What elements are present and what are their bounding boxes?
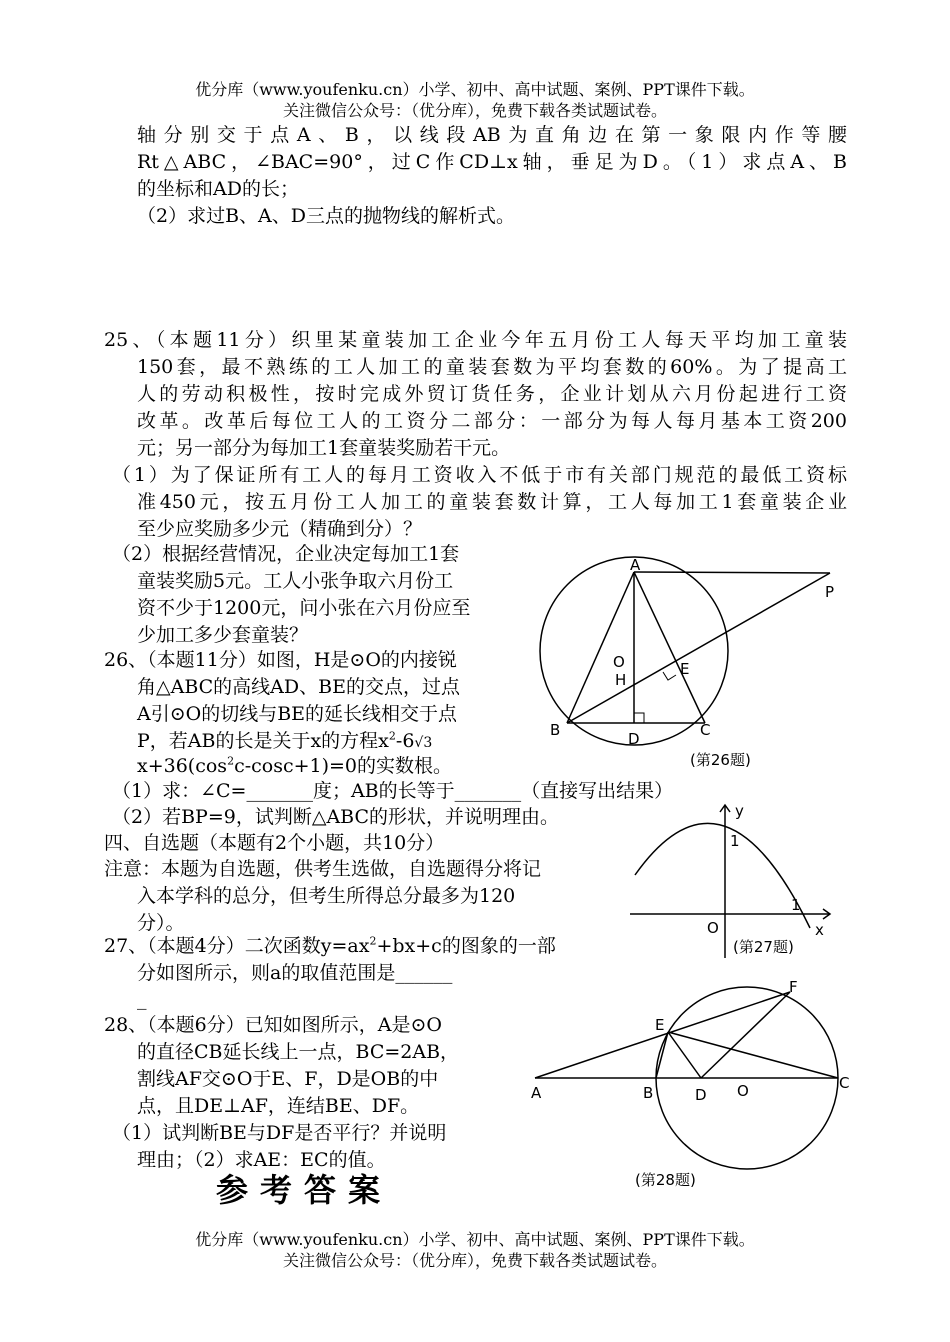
- q26-line-4b: -6: [395, 730, 415, 752]
- fig26-label-h: H: [615, 671, 627, 689]
- q26-part1: （1）求：∠C=_______度；AB的长等于_______（直接写出结果）: [112, 780, 674, 802]
- q25-part2-line-3: 资不少于1200元，问小张在六月份应至: [137, 597, 471, 619]
- q24-line-2: Rt△ABC，∠BAC=90°，过C作CD⊥x轴，垂足为D。（1）求点A、B: [137, 151, 847, 173]
- fig28-line-df: [701, 992, 790, 1078]
- section-4-note-1: 注意：本题为自选题，供考生选做，自选题得分将记: [104, 858, 542, 880]
- fig26-label-b: B: [550, 721, 561, 739]
- q25-line-3: 人的劳动积极性，按时完成外贸订货任务，企业计划从六月份起进行工资: [137, 383, 847, 405]
- fig26-tangent-ap: [634, 572, 830, 573]
- q25-line-1: 25、（本题11分）织里某童装加工企业今年五月份工人每天平均加工童装: [104, 329, 847, 351]
- fig26-label-c: C: [700, 721, 711, 739]
- fig26-label-o: O: [613, 653, 625, 671]
- fig28-label-d: D: [695, 1086, 707, 1104]
- q28-line-1: 28、（本题6分）已知如图所示，A是⊙O: [104, 1014, 442, 1036]
- q27-line-1b: +bx+c的图象的一部: [376, 935, 556, 957]
- q27-line-1a: 27、（本题4分）二次函数y=ax: [104, 935, 370, 957]
- fig26-side-ac: [634, 572, 705, 723]
- q28-line-4: 点，且DE⊥AF，连结BE、DF。: [137, 1095, 420, 1117]
- fig28-caption: (第28题): [635, 1171, 696, 1189]
- fig28-line-be: [656, 1032, 668, 1078]
- q25-part2-line-4: 少加工多少套童装？: [137, 624, 309, 646]
- q25-part1-line-3: 至少应奖励多少元（精确到分）？: [137, 518, 423, 540]
- fig27-label-x: x: [815, 921, 824, 939]
- q28-line-3: 割线AF交⊙O于E、F，D是OB的中: [137, 1068, 439, 1090]
- header-line-1: 优分库（www.youfenku.cn）小学、初中、高中试题、案例、PPT课件下载。: [195, 80, 755, 99]
- fig28-label-e: E: [655, 1016, 665, 1034]
- q26-part2: （2）若BP=9，试判断△ABC的形状，并说明理由。: [112, 806, 560, 828]
- q26-line-5b: c-cosc+1)=0的实数根。: [234, 755, 453, 777]
- q25-part1-line-2: 准450元，按五月份工人加工的童装套数计算，工人每加工1套童装企业: [137, 491, 847, 513]
- fig27-parabola: [635, 823, 810, 928]
- fig27-label-one-x: 1: [791, 896, 801, 914]
- fig26-label-a: A: [630, 556, 641, 574]
- q26-line-4a: P，若AB的长是关于x的方程x: [137, 730, 389, 752]
- q27-line-1: [104, 933, 556, 959]
- q28-line-2: 的直径CB延长线上一点，BC=2AB，: [137, 1041, 460, 1063]
- q24-line-1: 轴分别交于点A、B，以线段AB为直角边在第一象限内作等腰: [137, 124, 847, 146]
- q26-line-4: [137, 728, 432, 756]
- sqrt3-symbol: √3: [414, 735, 433, 751]
- fig28-secant-af: [535, 992, 790, 1078]
- fig26-line-bp: [567, 573, 830, 723]
- q27-exp: 2: [369, 934, 377, 948]
- fig26-label-d: D: [628, 730, 640, 748]
- fig28-label-b: B: [643, 1084, 654, 1102]
- q25-part2-line-2: 童装奖励5元。工人小张争取六月份工: [137, 570, 454, 592]
- fig27-label-one-y: 1: [730, 832, 740, 850]
- q24-line-4: （2）求过B、A、D三点的抛物线的解析式。: [137, 205, 516, 227]
- q26-line-5: [137, 753, 452, 779]
- footer-line-1: 优分库（www.youfenku.cn）小学、初中、高中试题、案例、PPT课件下载。: [195, 1230, 755, 1249]
- answer-title: 参考答案: [216, 1171, 393, 1209]
- fig26-side-ab: [567, 572, 634, 723]
- fig28-label-o: O: [737, 1082, 749, 1100]
- footer-line-2: 关注微信公众号：（优分库），免费下载各类试题试卷。: [282, 1251, 667, 1270]
- fig28-label-a: A: [531, 1084, 542, 1102]
- q27-line-3: _: [137, 988, 147, 1010]
- q25-line-5: 元；另一部分为每加工1套童装奖励若干元。: [137, 437, 511, 459]
- fig27-label-o: O: [707, 919, 719, 937]
- fig28-line-ec: [668, 1032, 838, 1078]
- fig26-right-angle-d: [634, 713, 644, 723]
- figure-27: [625, 800, 840, 965]
- section-4-note-3: 分）。: [137, 912, 185, 934]
- q26-exp-2: 2: [227, 754, 235, 768]
- q26-line-1: 26、（本题11分）如图，H是⊙O的内接锐: [104, 649, 457, 671]
- section-4-title: 四、自选题（本题有2个小题，共10分）: [104, 832, 445, 854]
- q25-line-2: 150套，最不熟练的工人加工的童装套数为平均套数的60%。为了提高工: [137, 356, 847, 378]
- section-4-note-2: 入本学科的总分，但考生所得总分最多为120: [137, 885, 516, 907]
- q28-line-5: （1）试判断BE与DF是否平行？并说明: [112, 1122, 447, 1144]
- fig27-caption: (第27题): [733, 938, 794, 956]
- fig26-right-angle-e: [663, 672, 676, 680]
- fig26-caption: (第26题): [690, 751, 751, 769]
- q26-line-2: 角△ABC的高线AD、BE的交点，过点: [137, 676, 460, 698]
- q26-line-3: A引⊙O的切线与BE的延长线相交于点: [137, 703, 458, 725]
- q24-line-3: 的坐标和AD的长；: [137, 178, 299, 200]
- q27-line-2: 分如图所示，则a的取值范围是______: [137, 962, 453, 984]
- figure-26: [530, 555, 850, 775]
- fig26-label-e: E: [680, 660, 690, 678]
- fig28-label-f: F: [789, 978, 798, 996]
- fig27-label-y: y: [735, 802, 744, 820]
- figure-28: [525, 980, 855, 1195]
- q25-part1-line-1: （1）为了保证所有工人的每月工资收入不低于市有关部门规范的最低工资标: [112, 464, 847, 486]
- q26-line-5a: x+36(cos: [137, 755, 228, 777]
- q26-exp-1: 2: [388, 729, 396, 743]
- q28-line-6: 理由；（2）求AE：EC的值。: [137, 1149, 386, 1171]
- fig28-label-c: C: [839, 1074, 850, 1092]
- q25-line-4: 改革。改革后每位工人的工资分二部分：一部分为每人每月基本工资200: [137, 410, 847, 432]
- header-line-2: 关注微信公众号：（优分库），免费下载各类试题试卷。: [282, 101, 667, 120]
- q25-part2-line-1: （2）根据经营情况，企业决定每加工1套: [112, 543, 460, 565]
- fig26-label-p: P: [825, 583, 835, 601]
